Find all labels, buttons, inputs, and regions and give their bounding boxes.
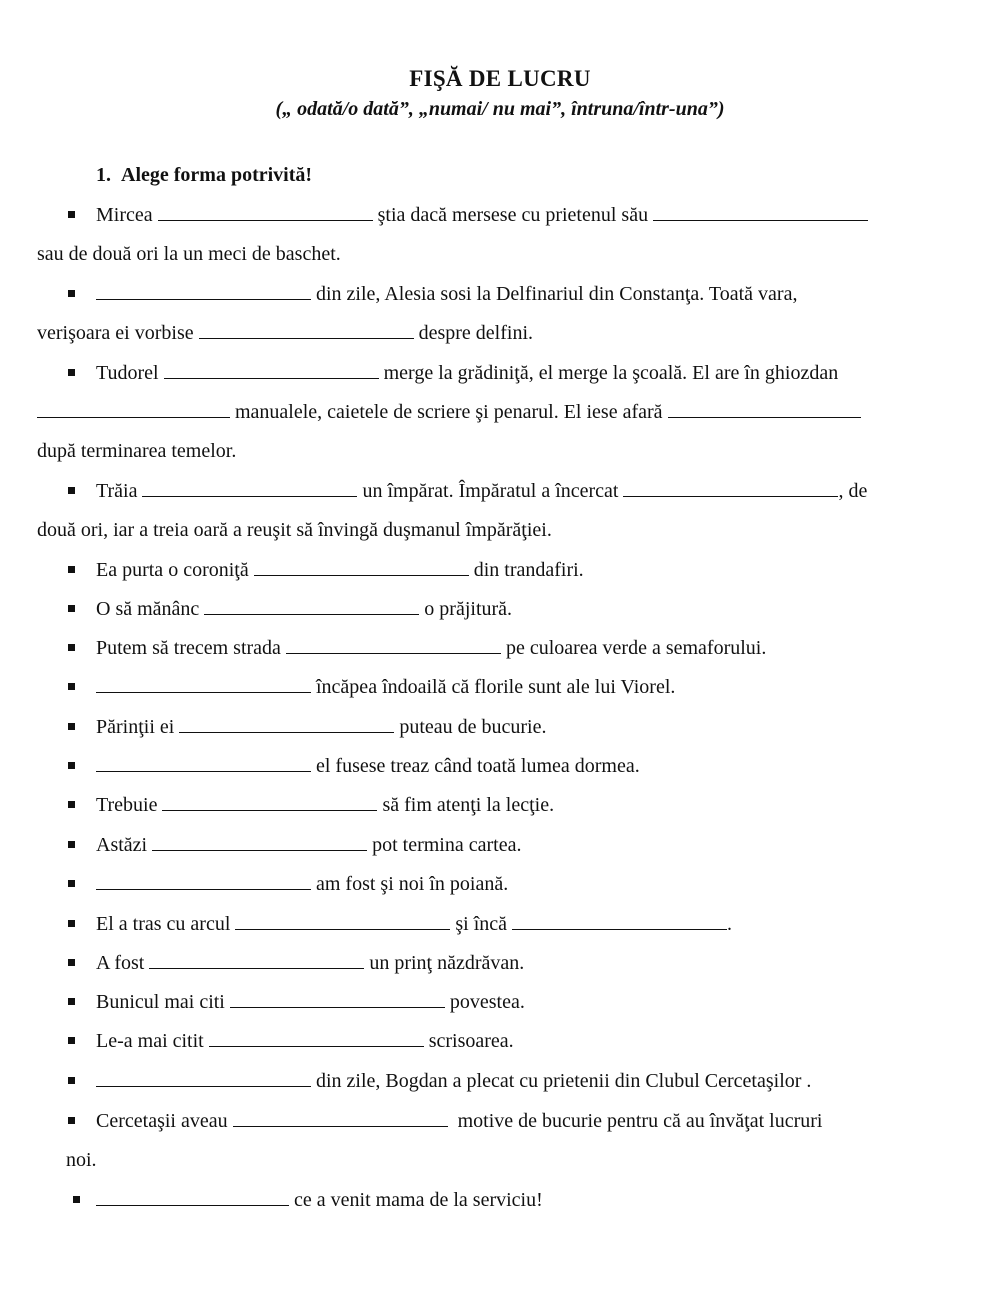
answer-blank[interactable] [162, 792, 377, 811]
answer-blank[interactable] [204, 596, 419, 615]
exercise-instruction: Alege forma potrivită! [121, 164, 313, 186]
answer-blank[interactable] [149, 950, 364, 969]
bullet-icon [68, 880, 75, 887]
sentence-line: Putem să trecem strada pe culoarea verde a semaforului. [96, 637, 767, 659]
sentence-line: Trăia un împărat. Împăratul a încercat , de [96, 480, 868, 502]
bullet-icon [68, 290, 75, 297]
sentence-line: Astăzi pot termina cartea. [96, 834, 522, 856]
bullet-icon [68, 211, 75, 218]
sentence-line: el fusese treaz când toată lumea dormea. [96, 753, 640, 779]
answer-blank[interactable] [233, 1108, 448, 1127]
answer-blank[interactable] [179, 714, 394, 733]
sentence-line: manualele, caietele de scriere şi penarul. El iese afară [37, 399, 861, 425]
sentence-line: Părinţii ei puteau de bucurie. [96, 716, 547, 738]
sentence-line: Tudorel merge la grădiniţă, el merge la şcoală. El are în ghiozdan [96, 362, 839, 384]
sentence-line: Ea purta o coroniţă din trandafiri. [96, 559, 584, 581]
answer-blank[interactable] [254, 557, 469, 576]
sentence-line: ce a venit mama de la serviciu! [96, 1187, 543, 1213]
sentence-line: după terminarea temelor. [37, 440, 237, 462]
sentence-line: Trebuie să fim atenţi la lecţie. [96, 794, 555, 816]
bullet-icon [68, 723, 75, 730]
bullet-icon [68, 841, 75, 848]
answer-blank[interactable] [623, 478, 838, 497]
answer-blank[interactable] [512, 911, 727, 930]
answer-blank[interactable] [96, 281, 311, 300]
answer-blank[interactable] [96, 1187, 289, 1206]
sentence-line: A fost un prinţ năzdrăvan. [96, 952, 525, 974]
bullet-icon [68, 762, 75, 769]
sentence-line: noi. [66, 1149, 97, 1171]
sentence-line: verişoara ei vorbise despre delfini. [37, 322, 534, 344]
bullet-icon [73, 1196, 80, 1203]
answer-blank[interactable] [152, 832, 367, 851]
answer-blank[interactable] [37, 399, 230, 418]
sentence-line: din zile, Bogdan a plecat cu prietenii din Clubul Cercetaşilor . [96, 1068, 811, 1094]
sentence-line: El a tras cu arcul şi încă . [96, 913, 733, 935]
worksheet-subtitle: („ odată/o dată”, „numai/ nu mai”, întruna/într-una”) [275, 98, 725, 120]
bullet-icon [68, 683, 75, 690]
sentence-line: Cercetaşii aveau motive de bucurie pentru că au învăţat lucruri [96, 1110, 823, 1132]
sentence-line: Bunicul mai citi povestea. [96, 991, 525, 1013]
answer-blank[interactable] [142, 478, 357, 497]
answer-blank[interactable] [96, 753, 311, 772]
bullet-icon [68, 920, 75, 927]
sentence-line: am fost şi noi în poiană. [96, 871, 508, 897]
bullet-icon [68, 801, 75, 808]
sentence-line: două ori, iar a treia oară a reuşit să învingă duşmanul împărăţiei. [37, 519, 552, 541]
answer-blank[interactable] [668, 399, 861, 418]
sentence-line: O să mănânc o prăjitură. [96, 598, 513, 620]
sentence-line: Le-a mai citit scrisoarea. [96, 1030, 514, 1052]
exercise-heading [96, 164, 312, 187]
bullet-icon [68, 369, 75, 376]
answer-blank[interactable] [286, 635, 501, 654]
answer-blank[interactable] [653, 202, 868, 221]
bullet-icon [68, 1117, 75, 1124]
bullet-icon [68, 644, 75, 651]
exercise-number: 1. [96, 164, 111, 186]
sentence-line: din zile, Alesia sosi la Delfinariul din Constanţa. Toată vara, [96, 281, 797, 307]
sentence-line: Mircea ştia dacă mersese cu prietenul său [96, 202, 868, 228]
answer-blank[interactable] [235, 911, 450, 930]
answer-blank[interactable] [96, 871, 311, 890]
worksheet-title: FIŞĂ DE LUCRU [409, 66, 591, 91]
bullet-icon [68, 998, 75, 1005]
answer-blank[interactable] [96, 674, 311, 693]
sentence-line: încăpea îndoailă că florile sunt ale lui Viorel. [96, 674, 675, 700]
answer-blank[interactable] [209, 1028, 424, 1047]
answer-blank[interactable] [230, 989, 445, 1008]
bullet-icon [68, 605, 75, 612]
bullet-icon [68, 959, 75, 966]
bullet-icon [68, 566, 75, 573]
bullet-icon [68, 1077, 75, 1084]
answer-blank[interactable] [199, 320, 414, 339]
sentence-line: sau de două ori la un meci de baschet. [37, 243, 341, 265]
bullet-icon [68, 487, 75, 494]
answer-blank[interactable] [164, 360, 379, 379]
answer-blank[interactable] [96, 1068, 311, 1087]
answer-blank[interactable] [158, 202, 373, 221]
bullet-icon [68, 1037, 75, 1044]
